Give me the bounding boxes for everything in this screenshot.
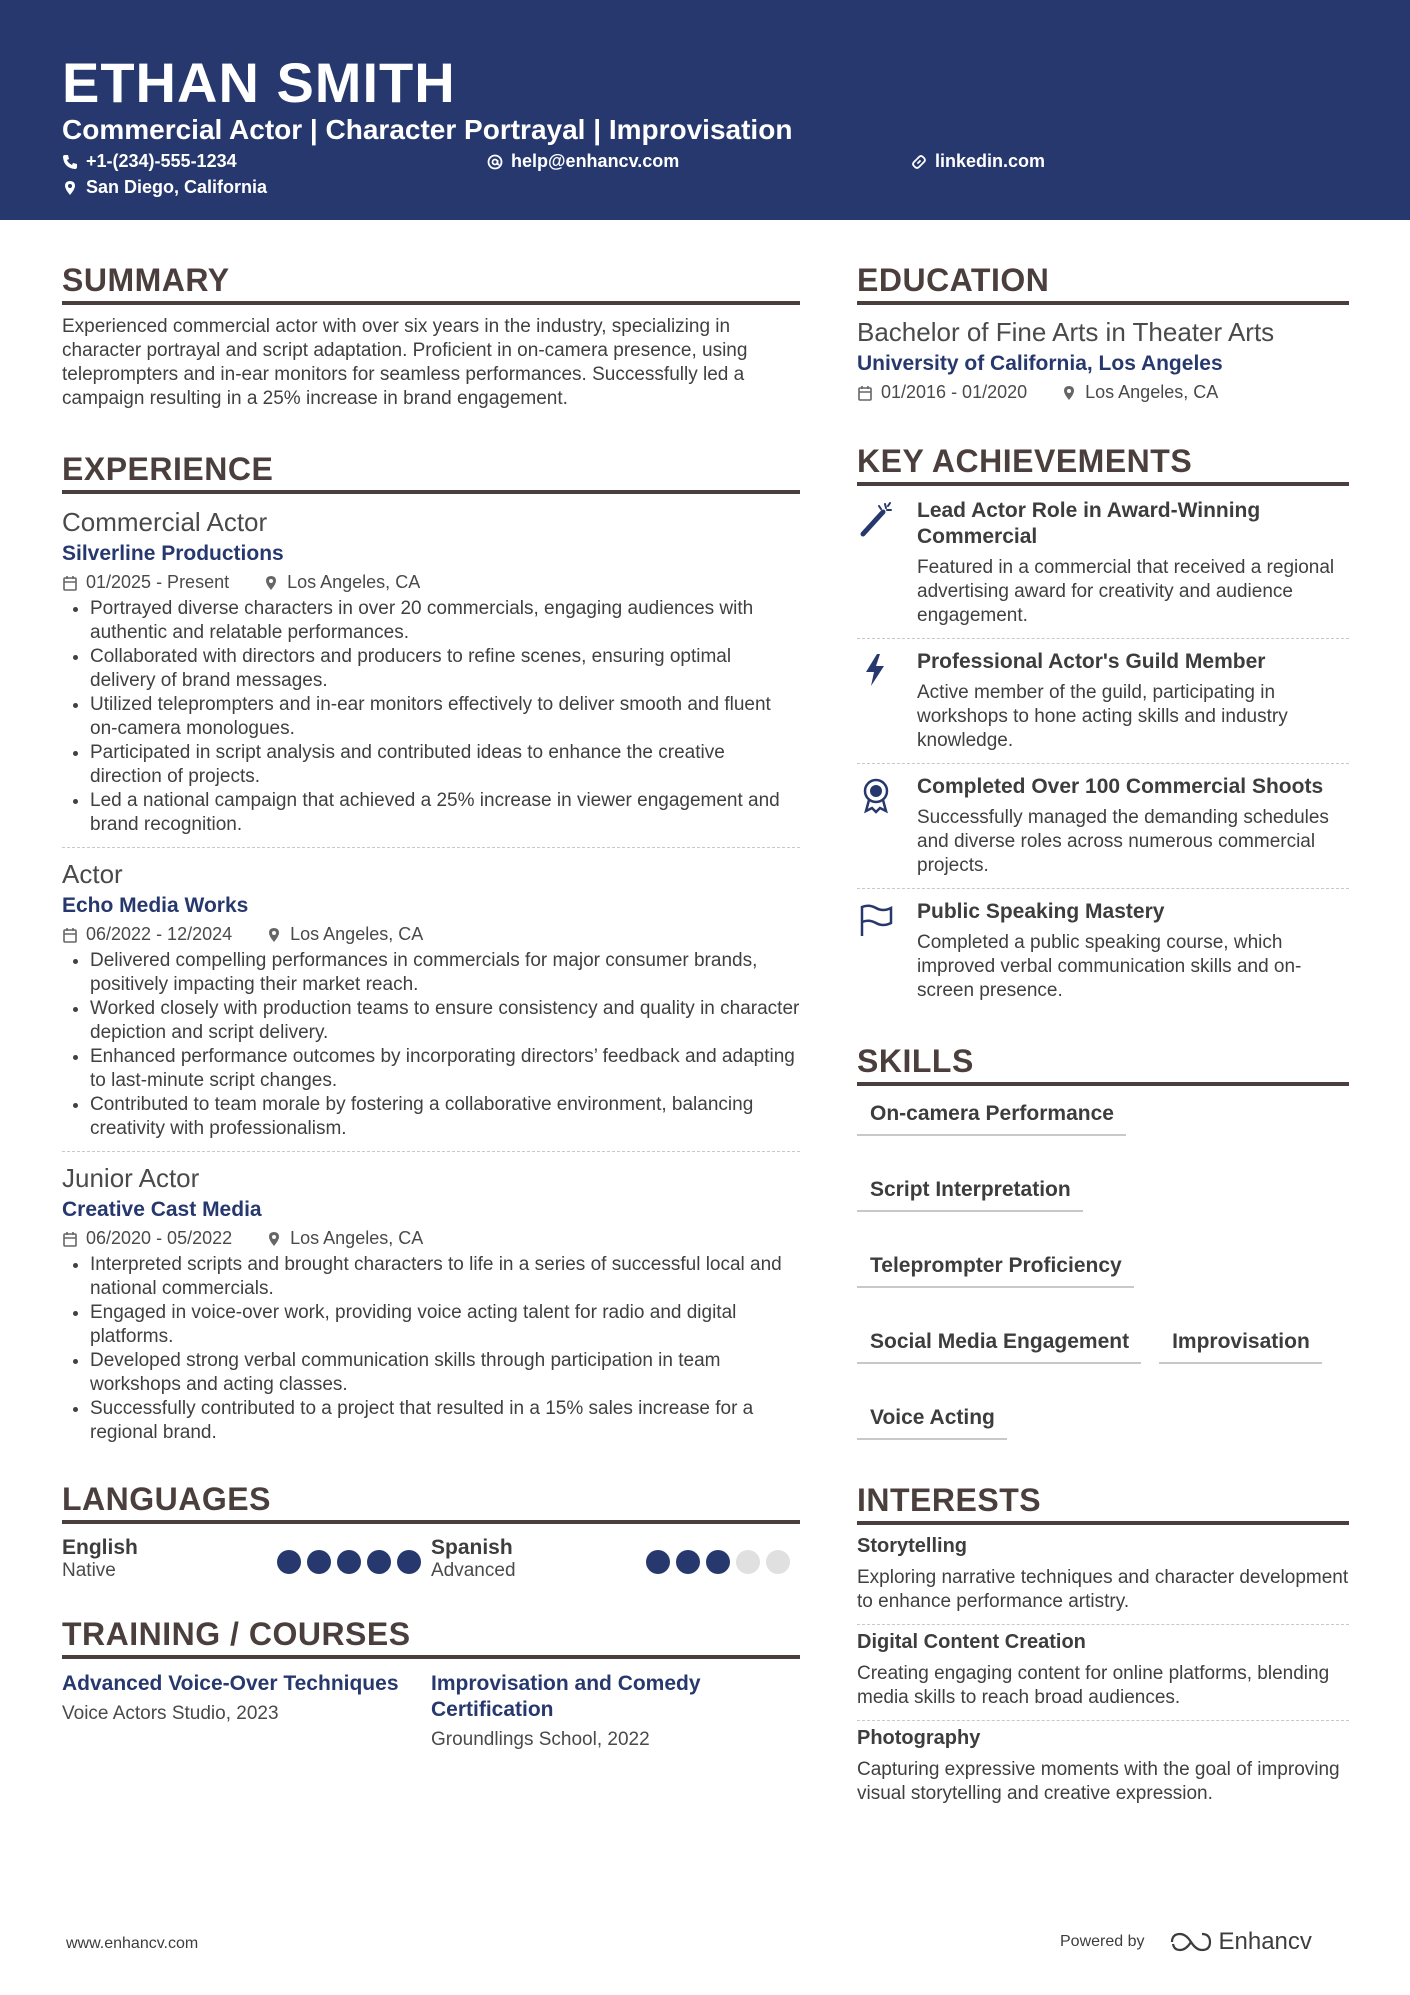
magic-wand-icon <box>857 498 917 628</box>
location-pin-icon <box>263 575 279 591</box>
skill-tag: Script Interpretation <box>857 1172 1083 1212</box>
interest-description: Exploring narrative techniques and character development to enhance performance artistry. <box>857 1567 1349 1612</box>
calendar-icon <box>62 1231 78 1247</box>
rating-dot <box>736 1550 760 1574</box>
email-text: help@enhancv.com <box>511 151 680 171</box>
footer-branding <box>1060 1928 1312 1956</box>
skill-tag: Improvisation <box>1159 1324 1322 1364</box>
rating-dot <box>676 1550 700 1574</box>
interest-item <box>857 1720 1349 1816</box>
location-pin-icon <box>266 1231 282 1247</box>
education-school: University of California, Los Angeles <box>857 352 1223 375</box>
location-pin-icon <box>1061 385 1077 401</box>
experience-item <box>62 1151 800 1455</box>
languages-list <box>62 1536 800 1582</box>
brand-logo[interactable] <box>1169 1928 1312 1956</box>
calendar-icon <box>857 385 873 401</box>
job-location: Los Angeles, CA <box>290 924 424 944</box>
linkedin-text: linkedin.com <box>935 151 1046 171</box>
interest-description: Creating engaging content for online platforms, blending media skills to reach broad audiences. <box>857 1663 1330 1708</box>
achievement-body <box>917 498 1349 628</box>
bullet-item: • Portrayed diverse characters in over 20 commercials, engaging audiences with authentic and relatable performances. <box>90 597 800 645</box>
rating-dot <box>397 1550 421 1574</box>
interest-item <box>857 1529 1349 1624</box>
interests-heading: INTERESTS <box>857 1482 1349 1525</box>
achievement-body <box>917 774 1349 878</box>
education-heading: EDUCATION <box>857 262 1349 305</box>
rating-dot <box>277 1550 301 1574</box>
bullet-item: • Worked closely with production teams to ensure consistency and quality in character depiction and script delivery. <box>90 997 800 1045</box>
languages-heading: LANGUAGES <box>62 1481 800 1524</box>
course-provider: Groundlings School, 2022 <box>431 1729 650 1750</box>
enhancv-logo-icon <box>1169 1931 1213 1953</box>
languages-section <box>62 1481 800 1582</box>
phone-text: +1-(234)-555-1234 <box>86 151 237 171</box>
training-section <box>62 1616 800 1751</box>
achievement-description: Featured in a commercial that received a regional advertising award for creativity and audience engagement. <box>917 557 1335 626</box>
location-pin-icon <box>62 180 78 196</box>
language-name: Spanish <box>431 1536 513 1559</box>
achievement-description: Completed a public speaking course, which improved verbal communication skills and on-screen presence. <box>917 932 1302 1001</box>
job-meta <box>62 572 800 593</box>
award-badge-icon <box>857 774 917 878</box>
contact-linkedin[interactable] <box>911 151 1045 172</box>
bullet-item: • Interpreted scripts and brought characters to life in a series of successful local and national commercials. <box>90 1253 800 1301</box>
education-dates: 01/2016 - 01/2020 <box>881 382 1028 402</box>
skills-heading: SKILLS <box>857 1043 1349 1086</box>
contact-email[interactable] <box>487 151 679 172</box>
job-bullets <box>62 597 800 837</box>
company-name: Echo Media Works <box>62 894 249 917</box>
achievement-description: Active member of the guild, participating in workshops to hone acting skills and industry knowledge. <box>917 682 1288 751</box>
bullet-item: • Utilized teleprompters and in-ear monitors effectively to deliver smooth and fluent on-camera monologues. <box>90 693 800 741</box>
rating-dot <box>646 1550 670 1574</box>
summary-text: Experienced commercial actor with over six years in the industry, specializing in character portrayal and script adaptation. Proficient in on-camera presence, using teleprompters and in-ear monitors for seamless performances. Successfully led a campaign resulting in a 25% increase in brand engagement. <box>62 316 748 409</box>
education-location: Los Angeles, CA <box>1085 382 1219 402</box>
location-text: San Diego, California <box>86 177 268 197</box>
contact-phone <box>62 151 237 172</box>
location-pin-icon <box>266 927 282 943</box>
achievement-title: Public Speaking Mastery <box>917 900 1165 923</box>
language-level: Native <box>62 1560 116 1581</box>
summary-heading: SUMMARY <box>62 262 800 305</box>
summary-section <box>62 262 800 411</box>
job-location: Los Angeles, CA <box>287 572 421 592</box>
bullet-item: • Collaborated with directors and producers to refine scenes, ensuring optimal delivery of brand messages. <box>90 645 800 693</box>
course-title: Advanced Voice-Over Techniques <box>62 1672 399 1695</box>
language-name: English <box>62 1536 138 1559</box>
job-title: Junior Actor <box>62 1163 200 1193</box>
skill-tag: On-camera Performance <box>857 1096 1126 1136</box>
bullet-item: • Successfully contributed to a project that resulted in a 15% sales increase for a regional brand. <box>90 1397 800 1445</box>
education-degree: Bachelor of Fine Arts in Theater Arts <box>857 317 1275 347</box>
job-meta <box>62 1228 800 1249</box>
company-name: Creative Cast Media <box>62 1198 262 1221</box>
skills-list <box>857 1096 1349 1440</box>
achievement-title: Professional Actor's Guild Member <box>917 650 1266 673</box>
lightning-icon <box>857 649 917 753</box>
rating-dot <box>766 1550 790 1574</box>
language-rating <box>646 1550 790 1582</box>
job-dates: 06/2022 - 12/2024 <box>86 924 233 944</box>
calendar-icon <box>62 575 78 591</box>
interest-title: Storytelling <box>857 1535 968 1557</box>
powered-by-label: Powered by <box>1060 1933 1145 1950</box>
skill-tag: Social Media Engagement <box>857 1324 1141 1364</box>
course-title: Improvisation and Comedy Certification <box>431 1672 701 1721</box>
skill-tag: Voice Acting <box>857 1400 1007 1440</box>
education-meta <box>857 382 1349 403</box>
course-provider: Voice Actors Studio, 2023 <box>62 1703 279 1724</box>
calendar-icon <box>62 927 78 943</box>
brand-name: Enhancv <box>1218 1928 1312 1955</box>
language-text <box>62 1536 138 1582</box>
achievement-item <box>857 488 1349 638</box>
achievement-description: Successfully managed the demanding schedules and diverse roles across numerous commercial projects. <box>917 807 1329 876</box>
language-item <box>62 1536 431 1582</box>
achievement-title: Lead Actor Role in Award-Winning Commercial <box>917 499 1261 548</box>
interest-item <box>857 1624 1349 1720</box>
job-dates: 06/2020 - 05/2022 <box>86 1228 233 1248</box>
job-title: Actor <box>62 859 123 889</box>
job-title: Commercial Actor <box>62 507 268 537</box>
candidate-name: ETHAN SMITH <box>62 51 456 114</box>
experience-item <box>62 847 800 1151</box>
course-item <box>62 1671 431 1751</box>
phone-icon <box>62 154 78 170</box>
training-list <box>62 1671 800 1751</box>
achievement-body <box>917 899 1349 1003</box>
bullet-item: • Engaged in voice-over work, providing voice acting talent for radio and digital platforms. <box>90 1301 800 1349</box>
company-name: Silverline Productions <box>62 542 284 565</box>
skill-tag: Teleprompter Proficiency <box>857 1248 1134 1288</box>
experience-item <box>62 506 800 847</box>
job-location: Los Angeles, CA <box>290 1228 424 1248</box>
skills-section <box>857 1043 1349 1440</box>
bullet-item: • Developed strong verbal communication skills through participation in team workshops and acting classes. <box>90 1349 800 1397</box>
experience-heading: EXPERIENCE <box>62 451 800 494</box>
rating-dot <box>367 1550 391 1574</box>
achievement-body <box>917 649 1349 753</box>
footer-website[interactable]: www.enhancv.com <box>66 1935 199 1952</box>
achievements-section <box>857 443 1349 1013</box>
experience-list <box>62 506 800 1455</box>
at-sign-icon <box>487 154 503 170</box>
language-level: Advanced <box>431 1560 516 1581</box>
achievement-item <box>857 888 1349 1013</box>
resume-header <box>0 0 1410 220</box>
interest-description: Capturing expressive moments with the goal of improving visual storytelling and creative expression. <box>857 1759 1340 1804</box>
rating-dot <box>706 1550 730 1574</box>
flag-icon <box>857 899 917 1003</box>
bullet-item: • Enhanced performance outcomes by incorporating directors’ feedback and adapting to last-minute script changes. <box>90 1045 800 1093</box>
right-column <box>857 262 1349 1816</box>
experience-section <box>62 451 800 1455</box>
achievements-list <box>857 488 1349 1013</box>
rating-dot <box>307 1550 331 1574</box>
interest-title: Photography <box>857 1727 981 1749</box>
candidate-title: Commercial Actor | Character Portrayal | Improvisation <box>62 114 793 145</box>
job-bullets <box>62 1253 800 1445</box>
job-bullets <box>62 949 800 1141</box>
bullet-item: • Contributed to team morale by fostering a collaborative environment, balancing creativity with professionalism. <box>90 1093 800 1141</box>
training-heading: TRAINING / COURSES <box>62 1616 800 1659</box>
language-rating <box>277 1550 421 1582</box>
bullet-item: • Led a national campaign that achieved a 25% increase in viewer engagement and brand recognition. <box>90 789 800 837</box>
rating-dot <box>337 1550 361 1574</box>
link-icon <box>911 154 927 170</box>
contact-location <box>62 177 267 198</box>
course-item <box>431 1671 800 1751</box>
interest-title: Digital Content Creation <box>857 1631 1086 1653</box>
achievement-item <box>857 763 1349 888</box>
left-column <box>62 262 800 1751</box>
job-meta <box>62 924 800 945</box>
achievements-heading: KEY ACHIEVEMENTS <box>857 443 1349 486</box>
bullet-item: • Delivered compelling performances in commercials for major consumer brands, positively impacting their market reach. <box>90 949 800 997</box>
job-dates: 01/2025 - Present <box>86 572 230 592</box>
interests-list <box>857 1529 1349 1816</box>
interests-section <box>857 1482 1349 1816</box>
bullet-item: • Participated in script analysis and contributed ideas to enhance the creative direction of projects. <box>90 741 800 789</box>
language-text <box>431 1536 516 1582</box>
language-item <box>431 1536 800 1582</box>
education-section <box>857 262 1349 403</box>
achievement-item <box>857 638 1349 763</box>
achievement-title: Completed Over 100 Commercial Shoots <box>917 775 1324 798</box>
